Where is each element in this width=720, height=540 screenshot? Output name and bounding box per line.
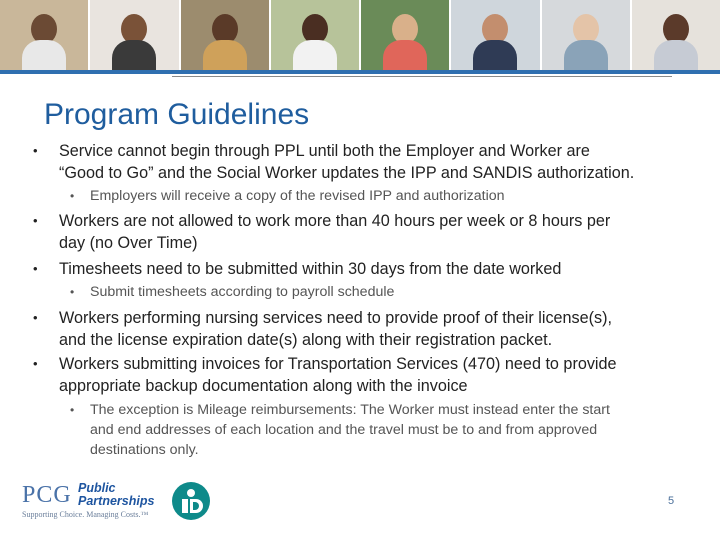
sub-bullet-text: Employers will receive a copy of the revised IPP and authorization xyxy=(90,188,505,204)
bullet-glyph: • xyxy=(70,285,75,299)
bullet-text-cont: and the license expiration date(s) along with their registration packet. xyxy=(59,331,553,349)
logo-tagline: Supporting Choice. Managing Costs.™ xyxy=(22,510,149,519)
sub-bullet-text: The exception is Mileage reimbursements: The Worker must instead enter the start xyxy=(90,402,610,418)
pcg-wordmark: PCG xyxy=(22,482,72,508)
sub-bullet-text-cont: and end addresses of each location and the travel must be to and from approved xyxy=(90,422,598,438)
bullet-glyph: • xyxy=(70,189,75,203)
sub-bullet-item xyxy=(70,400,700,460)
bullet-glyph: • xyxy=(70,403,75,417)
bullet-glyph: • xyxy=(33,143,38,158)
page-number: 5 xyxy=(668,495,675,507)
bullet-glyph: • xyxy=(33,213,38,228)
slide-title: Program Guidelines xyxy=(44,98,310,131)
logo-partnerships-text: Partnerships xyxy=(78,494,155,508)
bullet-text: Workers submitting invoices for Transportation Services (470) need to provide xyxy=(59,355,617,373)
sub-bullet-item xyxy=(70,186,505,206)
sub-bullet-text: Submit timesheets according to payroll schedule xyxy=(90,284,395,300)
bullet-text-cont: appropriate backup documentation along with the invoice xyxy=(59,377,468,395)
bullet-text: Service cannot begin through PPL until both the Employer and Worker are xyxy=(59,142,590,160)
logo-public-text: Public xyxy=(78,481,116,495)
bullet-item xyxy=(33,140,709,184)
public-partnerships-wordmark xyxy=(78,482,154,508)
bullet-glyph: • xyxy=(33,261,38,276)
bullet-text-cont: day (no Over Time) xyxy=(59,234,198,252)
pcg-public-partnerships-logo xyxy=(22,482,162,522)
bullet-item xyxy=(33,353,709,397)
bullet-glyph: • xyxy=(33,356,38,371)
bullet-item xyxy=(33,210,709,254)
bullet-text: Workers are not allowed to work more than 40 hours per week or 8 hours per xyxy=(59,212,611,230)
bullet-text: Workers performing nursing services need to provide proof of their license(s), xyxy=(59,309,613,327)
bullet-item xyxy=(33,307,709,351)
sub-bullet-item xyxy=(70,282,395,302)
bullet-item xyxy=(33,258,709,280)
sub-bullet-text-cont: destinations only. xyxy=(90,442,199,458)
bullet-text: Timesheets need to be submitted within 30 days from the date worked xyxy=(59,260,562,278)
dds-logo-icon xyxy=(170,480,212,522)
bullet-glyph: • xyxy=(33,310,38,325)
bullet-text-cont: “Good to Go” and the Social Worker updates the IPP and SANDIS authorization. xyxy=(59,164,635,182)
